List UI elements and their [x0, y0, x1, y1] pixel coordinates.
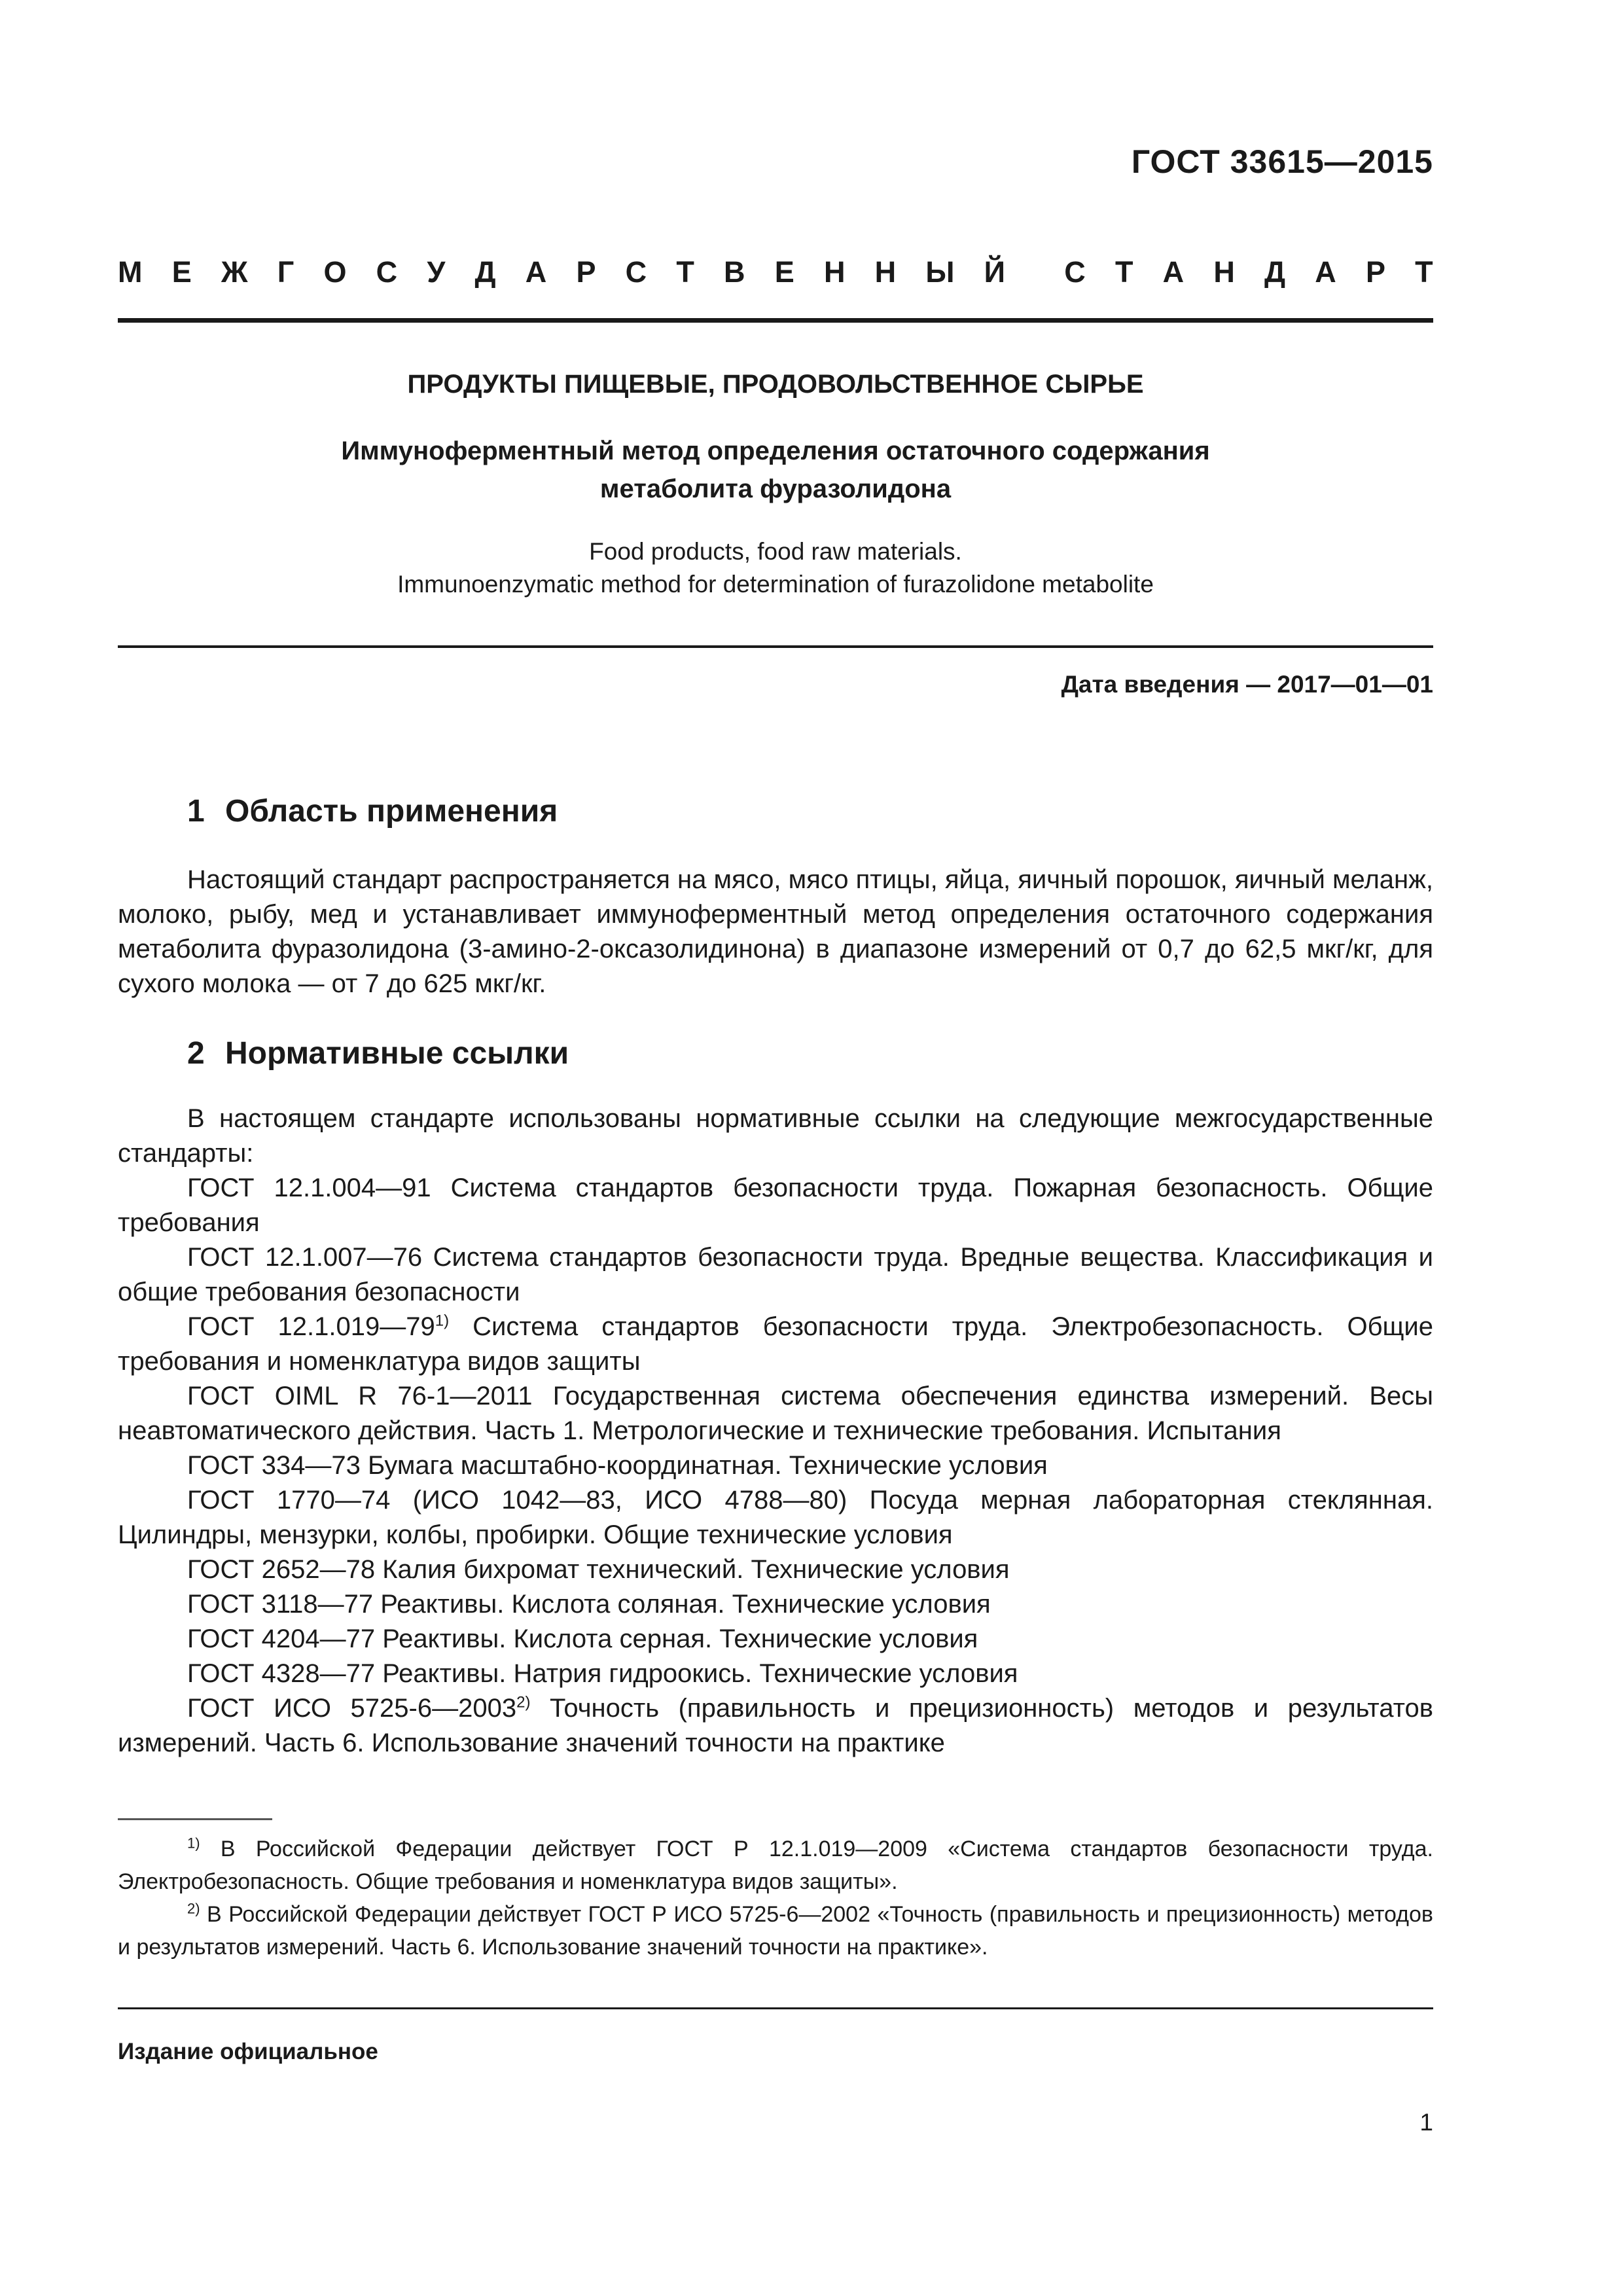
reference-code: ГОСТ 12.1.004—91 — [187, 1174, 431, 1202]
reference-code: ГОСТ 12.1.019—79 — [187, 1312, 435, 1341]
reference-title: Реактивы. Натрия гидроокись. Технические условия — [375, 1659, 1018, 1688]
footnote-mark: 2) — [516, 1693, 531, 1712]
section-1-heading — [187, 793, 558, 829]
reference-item — [118, 1448, 1433, 1483]
reference-item — [118, 1587, 1433, 1622]
footnote-mark: 1) — [187, 1835, 200, 1852]
introduction-date: Дата введения — 2017—01—01 — [1061, 671, 1433, 698]
reference-title: Реактивы. Кислота соляная. Технические условия — [373, 1590, 991, 1619]
header-rule — [118, 318, 1433, 323]
footnote — [118, 1833, 1433, 1898]
banner-letter: В — [724, 255, 745, 289]
banner-letter: Т — [1115, 255, 1133, 289]
reference-title: Точность (правильность и прецизионность) методов и результатов измерений. Часть 6. Использование значений точности на практике — [118, 1694, 1433, 1757]
footnote-rule — [118, 1818, 272, 1820]
banner-letter: Ж — [221, 255, 248, 289]
reference-item — [118, 1240, 1433, 1310]
paragraph: Настоящий стандарт распространяется на мясо, мясо птицы, яйца, яичный порошок, яичный меланж, молоко, рыбу, мед и устанавливает иммуноферментный метод определения остаточного содержания метаболита фуразолидона (3-амино-2-оксазолидинона) в диапазоне измерений от 0,7 до 62,5 мкг/кг, для сухого молока — от 7 до 625 мкг/кг. — [118, 865, 1433, 998]
banner-letter: С — [1064, 255, 1086, 289]
reference-item — [118, 1691, 1433, 1761]
reference-title: Система стандартов безопасности труда. Вредные вещества. Классификация и общие требования безопасности — [118, 1243, 1433, 1306]
banner-letter: Д — [1264, 255, 1286, 289]
footnotes — [118, 1833, 1433, 1964]
reference-title: Бумага масштабно-координатная. Технические условия — [360, 1451, 1048, 1480]
banner-letter: С — [625, 255, 647, 289]
section-1-body — [118, 863, 1433, 1001]
subtitle-line: Иммуноферментный метод определения остаточного содержания — [341, 437, 1210, 465]
document-number: ГОСТ 33615—2015 — [1131, 143, 1433, 180]
reference-item — [118, 1657, 1433, 1691]
banner-letter: Ы — [925, 255, 955, 289]
reference-code: ГОСТ 4328—77 — [187, 1659, 376, 1688]
banner-letter: Р — [1365, 255, 1385, 289]
banner-letter: Н — [1213, 255, 1235, 289]
standard-banner — [118, 255, 1433, 289]
banner-letter: Е — [171, 255, 192, 289]
reference-code: ГОСТ 3118—77 — [187, 1590, 374, 1619]
document-subtitle — [118, 432, 1433, 508]
banner-letter: А — [1315, 255, 1336, 289]
page-number: 1 — [1419, 2109, 1433, 2136]
reference-code: ГОСТ 1770—74 — [187, 1486, 391, 1515]
reference-item — [118, 1483, 1433, 1552]
reference-item — [118, 1379, 1433, 1448]
reference-code: ГОСТ OIML R 76-1—2011 — [187, 1382, 533, 1410]
banner-letter: Д — [474, 255, 496, 289]
banner-letter: А — [1162, 255, 1185, 289]
section-number: 1 — [187, 794, 205, 829]
english-title-line: Immunoenzymatic method for determination of furazolidone metabolite — [397, 571, 1154, 598]
banner-letter: Т — [1415, 255, 1433, 289]
title-rule — [118, 645, 1433, 648]
banner-letter: А — [525, 255, 547, 289]
section-2-body — [118, 1102, 1433, 1761]
reference-list — [118, 1171, 1433, 1761]
reference-item — [118, 1310, 1433, 1379]
footnote-mark: 1) — [435, 1312, 450, 1330]
reference-code: ГОСТ 12.1.007—76 — [187, 1243, 423, 1272]
reference-item — [118, 1171, 1433, 1240]
reference-item — [118, 1622, 1433, 1657]
section-number: 2 — [187, 1036, 205, 1071]
banner-letter: Й — [984, 255, 1005, 289]
reference-title: Система стандартов безопасности труда. Электробезопасность. Общие требования и номенклатура видов защиты — [118, 1312, 1434, 1376]
banner-letter: С — [376, 255, 398, 289]
paragraph: В настоящем стандарте использованы нормативные ссылки на следующие межгосударственные стандарты: — [118, 1104, 1433, 1168]
reference-code: ГОСТ 2652—78 — [187, 1555, 376, 1584]
banner-letter: Р — [576, 255, 596, 289]
footnote-text: В Российской Федерации действует ГОСТ Р 12.1.019—2009 «Система стандартов безопасности труда. Электробезопасность. Общие требования и номенклатура видов защиты». — [118, 1837, 1433, 1894]
reference-title: Государственная система обеспечения единства измерений. Весы неавтоматического действия. Часть 1. Метрологические и технические требования. Испытания — [118, 1382, 1433, 1445]
reference-title: Калия бихромат технический. Технические условия — [375, 1555, 1010, 1584]
reference-code: ГОСТ ИСО 5725-6—2003 — [187, 1694, 517, 1723]
footnote-mark: 2) — [187, 1900, 200, 1917]
banner-letter: М — [118, 255, 143, 289]
footnote — [118, 1898, 1433, 1964]
section-2-heading — [187, 1035, 569, 1071]
subtitle-line: метаболита фуразолидона — [599, 475, 952, 503]
banner-letter: У — [427, 255, 446, 289]
footnote-text: В Российской Федерации действует ГОСТ Р ИСО 5725-6—2002 «Точность (правильность и прецизионность) методов и результатов измерений. Часть 6. Использование значений точности на практике». — [118, 1902, 1433, 1960]
reference-title: Реактивы. Кислота серная. Технические условия — [375, 1624, 978, 1653]
section-title: Область применения — [225, 794, 558, 829]
reference-code: ГОСТ 334—73 — [187, 1451, 361, 1480]
english-title-line: Food products, food raw materials. — [589, 538, 962, 565]
reference-item — [118, 1552, 1433, 1587]
official-edition-label: Издание официальное — [118, 2039, 378, 2064]
reference-code: ГОСТ 4204—77 — [187, 1624, 376, 1653]
footer-rule — [118, 2007, 1433, 2009]
banner-letter: Г — [277, 255, 294, 289]
reference-title: Система стандартов безопасности труда. Пожарная безопасность. Общие требования — [118, 1174, 1433, 1237]
english-title — [118, 535, 1433, 601]
banner-letter: Н — [874, 255, 897, 289]
banner-letter: О — [323, 255, 347, 289]
section-title: Нормативные ссылки — [225, 1036, 569, 1071]
banner-letter: Н — [823, 255, 846, 289]
document-title: ПРОДУКТЫ ПИЩЕВЫЕ, ПРОДОВОЛЬСТВЕННОЕ СЫРЬЕ — [407, 370, 1144, 399]
banner-letter: Т — [676, 255, 694, 289]
reference-title: (ИСО 1042—83, ИСО 4788—80) Посуда мерная лабораторная стеклянная. Цилиндры, мензурки, колбы, пробирки. Общие технические условия — [118, 1486, 1434, 1549]
banner-letter: Е — [774, 255, 794, 289]
